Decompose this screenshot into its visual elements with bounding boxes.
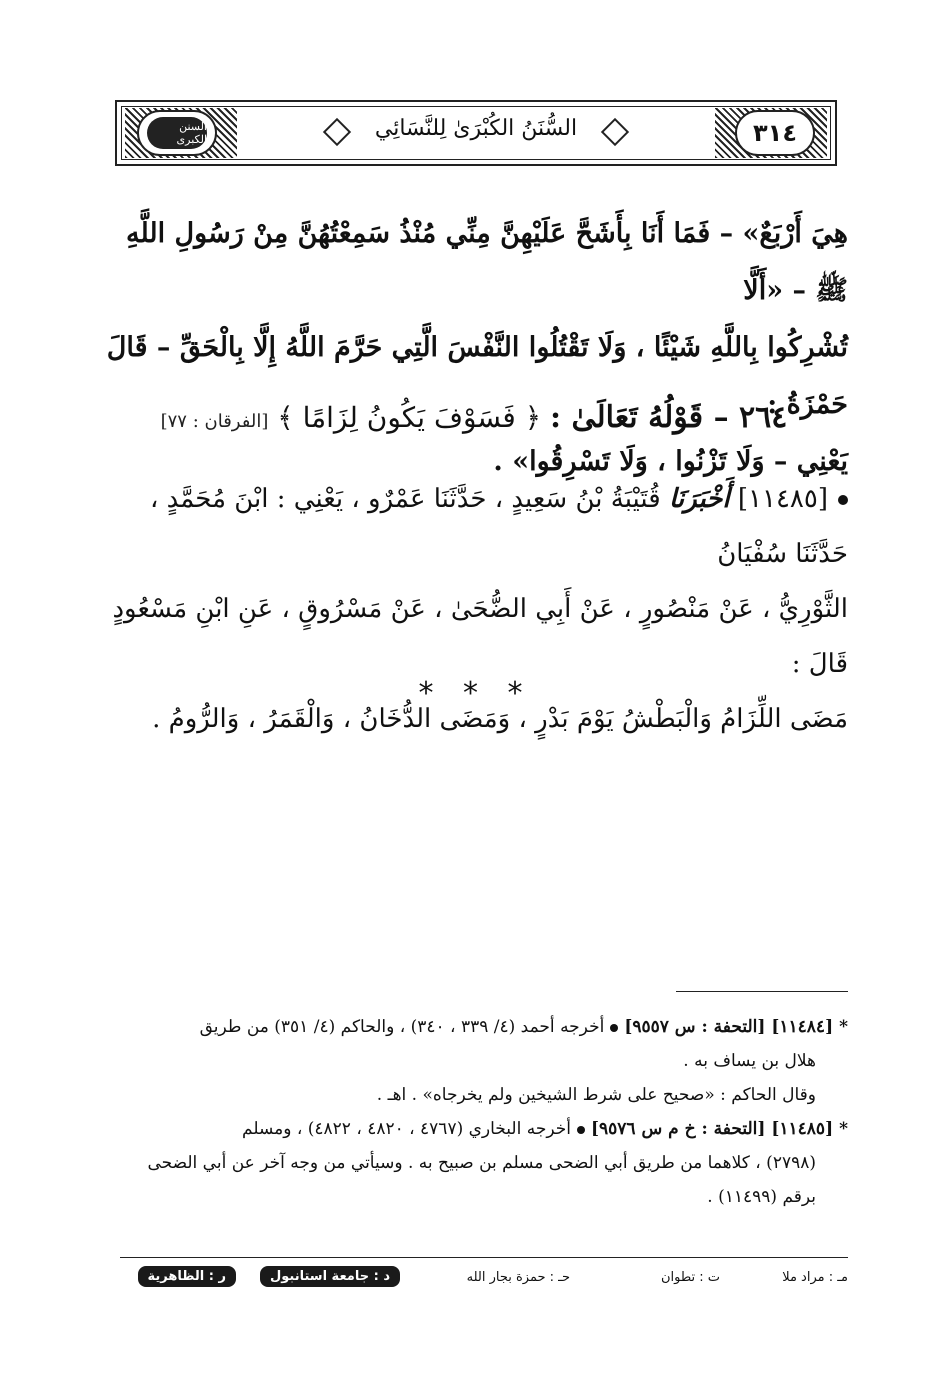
footnotes bbox=[100, 1010, 848, 1214]
footnote-divider bbox=[676, 991, 848, 992]
footnote-id: [١١٤٨٥] [التحفة : خ م س ٩٥٧٦] bbox=[590, 1119, 834, 1139]
footnote-line bbox=[100, 1112, 848, 1146]
source-m: مـ : مراد ملا bbox=[782, 1270, 848, 1285]
bottom-divider bbox=[120, 1257, 848, 1258]
footnote-star: * bbox=[839, 1119, 848, 1139]
text-line: هِيَ أَرْبَعٌ» – فَمَا أَنَا بِأَشَحَّ عَلَيْهِنَّ مِنِّي مُنْذُ سَمِعْتُهُنَّ مِنْ رَسُولِ اللَّهِ ﷺ – «أَلَّا bbox=[126, 218, 848, 306]
book-seal-medallion bbox=[137, 110, 217, 156]
footnote-id: [١١٤٨٤] [التحفة : س ٩٥٥٧] bbox=[624, 1017, 834, 1037]
page-number: ٣١٤ bbox=[753, 119, 797, 147]
bullet-icon bbox=[577, 1126, 585, 1134]
hadith-line bbox=[100, 472, 848, 582]
source-d-badge: د : جامعة استانبول bbox=[260, 1266, 400, 1287]
akhbarana-label: أَخْبَرَنَا bbox=[668, 484, 730, 514]
footnote-text: أخرجه أحمد (٤/ ٣٣٩ ، ٣٤٠) ، والحاكم (٤/ ٣٥١) من طريق bbox=[199, 1017, 605, 1037]
text-line: تُشْرِكُوا بِاللَّهِ شَيْئًا ، وَلَا تَقْتُلُوا النَّفْسَ الَّتِي حَرَّمَ اللَّهُ إِلَّا بِالْحَقِّ – قَالَ حَمْزَةُ : bbox=[106, 332, 848, 420]
bullet-icon bbox=[610, 1024, 618, 1032]
section-separator: * * * bbox=[418, 676, 533, 711]
source-r-badge: ر : الظاهرية bbox=[138, 1266, 236, 1287]
section-heading bbox=[100, 400, 848, 435]
footnote-line: برقم (١١٤٩٩) . bbox=[707, 1187, 816, 1207]
footnote-line bbox=[100, 1010, 848, 1044]
footnote-line: (٢٧٩٨) ، كلاهما من طريق أبي الضحى مسلم بن صبيح به . وسيأتي من وجه آخر عن أبي الضحى bbox=[147, 1153, 816, 1173]
source-h: حـ : حمزة بجار الله bbox=[466, 1270, 570, 1285]
section-number: ٢٦٤ – قَوْلُهُ تَعَالَىٰ : bbox=[550, 400, 788, 435]
footnote-line: وقال الحاكم : «صحيح على شرط الشيخين ولم يخرجاه» . اهـ . bbox=[376, 1085, 816, 1105]
book-seal: السنن الكبرى bbox=[147, 117, 207, 149]
text-line: يَعْنِي – وَلَا تَزْنُوا ، وَلَا تَسْرِقُوا» . bbox=[493, 446, 848, 477]
hadith-id: [١١٤٨٥] bbox=[737, 484, 828, 514]
book-title: السُّنَنُ الكُبْرَىٰ لِلنَّسَائِي bbox=[374, 116, 578, 141]
hadith-line: مَضَى اللِّزَامُ وَالْبَطْشُ يَوْمَ بَدْرٍ ، وَمَضَى الدُّخَانُ ، وَالْقَمَرُ ، وَالرُّومُ . bbox=[152, 704, 848, 734]
footnote-text: أخرجه البخاري (٤٧٦٧ ، ٤٨٢٠ ، ٤٨٢٢) ، ومسلم bbox=[242, 1119, 571, 1139]
hadith-text: قُتَيْبَةُ بْنُ سَعِيدٍ ، حَدَّثَنَا عَمْرٌو ، يَعْنِي : ابْنَ مُحَمَّدٍ ، حَدَّثَنَا سُفْيَانُ bbox=[149, 484, 848, 569]
hadith-line: الثَّوْرِيُّ ، عَنْ مَنْصُورٍ ، عَنْ أَبِي الضُّحَىٰ ، عَنْ مَسْرُوقٍ ، عَنِ ابْنِ مَسْعُودٍ قَالَ : bbox=[112, 594, 848, 679]
manuscript-sources bbox=[120, 1266, 848, 1294]
footnote-star: * bbox=[839, 1017, 848, 1037]
footnote-line: هلال بن يساف به . bbox=[683, 1051, 816, 1071]
source-t: ت : تطوان bbox=[660, 1270, 720, 1285]
page-number-medallion bbox=[735, 110, 815, 156]
page-header bbox=[115, 100, 837, 166]
bullet-icon bbox=[838, 495, 848, 505]
main-text bbox=[100, 205, 848, 490]
verse-reference: [الفرقان : ٧٧] bbox=[160, 411, 269, 432]
quran-verse: ﴿ فَسَوْفَ يَكُونُ لِزَامًا ﴾ bbox=[277, 401, 542, 434]
